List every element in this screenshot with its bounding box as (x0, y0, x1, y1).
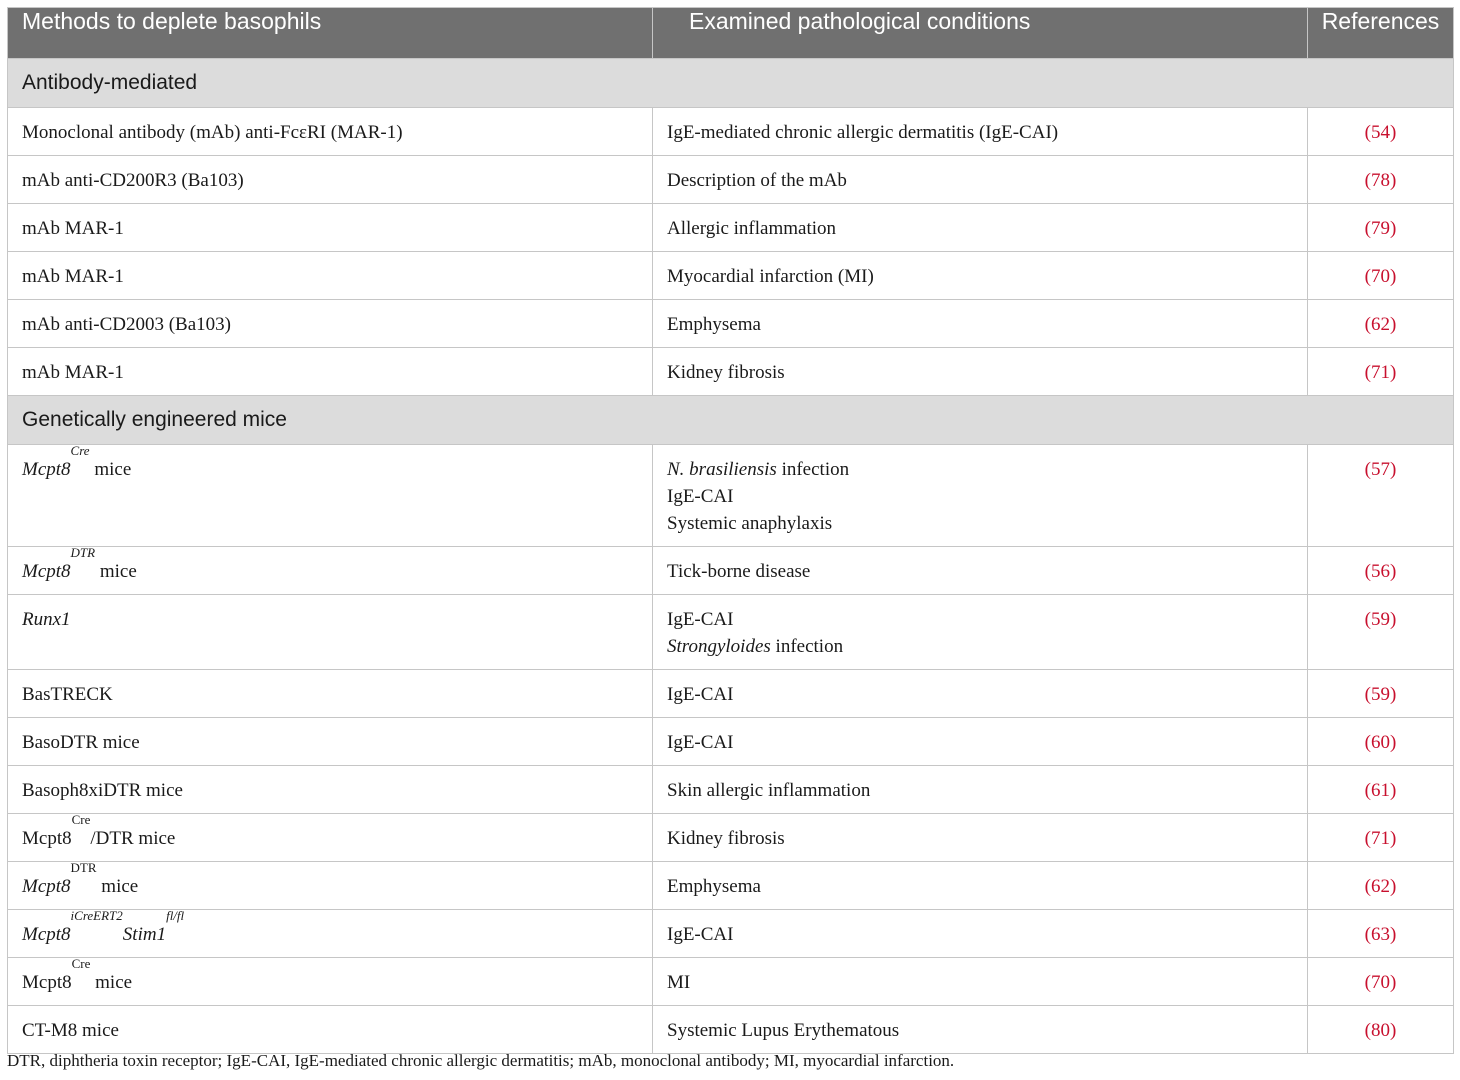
condition-text: infection (770, 636, 844, 657)
method-cell: mAb anti-CD200R3 (Ba103) (8, 156, 653, 204)
method-suffix: /DTR mice (90, 828, 176, 849)
condition-cell: Emphysema (653, 862, 1308, 910)
condition-line: IgE-CAI (667, 609, 734, 630)
reference-cell (1308, 814, 1454, 862)
method-cell: mAb MAR-1 (8, 348, 653, 396)
gene-name: Mcpt8 (22, 828, 72, 849)
method-cell (8, 595, 653, 670)
method-cell (8, 958, 653, 1006)
ref-close: ) (1390, 362, 1397, 383)
gene-name: Mcpt8 (22, 459, 71, 480)
condition-line: IgE-CAI (667, 486, 734, 507)
condition-cell: Description of the mAb (653, 156, 1308, 204)
ref-open: ( (1364, 828, 1371, 849)
table-row (8, 910, 1454, 958)
ref-close: ) (1390, 218, 1397, 239)
ref-open: ( (1364, 314, 1371, 335)
ref-open: ( (1364, 362, 1371, 383)
condition-text: infection (776, 459, 850, 480)
reference-cell (1308, 862, 1454, 910)
reference-link[interactable]: 54 (1371, 122, 1390, 143)
gene-name-2: Stim1 (122, 924, 167, 945)
condition-line (667, 633, 1293, 660)
header-row (8, 8, 1454, 59)
gene-superscript: iCreERT2 (70, 908, 123, 923)
method-cell (8, 547, 653, 595)
gene-superscript: Cre (71, 812, 91, 827)
method-suffix: mice (89, 459, 132, 480)
ref-open: ( (1364, 218, 1371, 239)
ref-open: ( (1364, 1020, 1371, 1041)
method-cell: Monoclonal antibody (mAb) anti-FcεRI (MAR-1) (8, 108, 653, 156)
section-label: Antibody-mediated (8, 59, 1454, 108)
condition-cell (653, 595, 1308, 670)
reference-cell (1308, 958, 1454, 1006)
method-cell: BasTRECK (8, 670, 653, 718)
condition-line (667, 456, 1293, 483)
table-footnote: DTR, diphtheria toxin receptor; IgE-CAI, IgE-mediated chronic allergic dermatitis; mAb, monoclonal antibody; MI, myocardial infarction. (7, 1051, 955, 1070)
gene-name: Mcpt8 (22, 561, 71, 582)
ref-open: ( (1364, 780, 1371, 801)
ref-open: ( (1364, 732, 1371, 753)
method-suffix: mice (95, 561, 137, 582)
reference-link[interactable]: 59 (1371, 609, 1390, 630)
method-cell: CT-M8 mice (8, 1006, 653, 1054)
ref-close: ) (1390, 828, 1397, 849)
header-methods: Methods to deplete basophils (8, 8, 653, 59)
condition-cell: IgE-CAI (653, 670, 1308, 718)
ref-close: ) (1390, 732, 1397, 753)
reference-link[interactable]: 71 (1371, 828, 1390, 849)
ref-close: ) (1390, 684, 1397, 705)
reference-link[interactable]: 70 (1371, 972, 1390, 993)
ref-open: ( (1364, 170, 1371, 191)
ref-close: ) (1390, 780, 1397, 801)
reference-link[interactable]: 80 (1371, 1020, 1390, 1041)
gene-superscript: DTR (70, 860, 97, 875)
table-row (8, 547, 1454, 595)
ref-open: ( (1364, 122, 1371, 143)
table-row (8, 204, 1454, 252)
ref-close: ) (1390, 266, 1397, 287)
table-row (8, 108, 1454, 156)
reference-link[interactable]: 70 (1371, 266, 1390, 287)
table-row (8, 814, 1454, 862)
reference-cell (1308, 204, 1454, 252)
pathogen-name: Strongyloides (667, 636, 771, 657)
method-suffix: mice (90, 972, 133, 993)
ref-close: ) (1390, 561, 1397, 582)
reference-cell (1308, 718, 1454, 766)
reference-link[interactable]: 57 (1371, 459, 1390, 480)
reference-cell (1308, 670, 1454, 718)
method-cell: BasoDTR mice (8, 718, 653, 766)
condition-cell: Tick-borne disease (653, 547, 1308, 595)
condition-cell: Kidney fibrosis (653, 348, 1308, 396)
condition-cell: Systemic Lupus Erythematous (653, 1006, 1308, 1054)
ref-close: ) (1390, 170, 1397, 191)
method-cell (8, 814, 653, 862)
gene-name: Mcpt8 (22, 972, 72, 993)
condition-cell: Myocardial infarction (MI) (653, 252, 1308, 300)
ref-close: ) (1390, 972, 1397, 993)
reference-cell (1308, 300, 1454, 348)
condition-cell: Emphysema (653, 300, 1308, 348)
ref-open: ( (1364, 972, 1371, 993)
reference-link[interactable]: 79 (1371, 218, 1390, 239)
reference-cell (1308, 156, 1454, 204)
gene-name: Mcpt8 (22, 876, 71, 897)
reference-cell (1308, 766, 1454, 814)
table-row (8, 862, 1454, 910)
section-genetically-engineered-mice (8, 396, 1454, 445)
condition-cell (653, 445, 1308, 547)
section-antibody-mediated (8, 59, 1454, 108)
gene-name: Mcpt8 (22, 924, 71, 945)
condition-cell: IgE-CAI (653, 910, 1308, 958)
reference-cell (1308, 910, 1454, 958)
ref-open: ( (1364, 924, 1371, 945)
gene-name: Runx1 (22, 609, 71, 630)
table-row (8, 1006, 1454, 1054)
method-cell (8, 910, 653, 958)
table-row (8, 670, 1454, 718)
ref-close: ) (1390, 122, 1397, 143)
gene-superscript: DTR (70, 545, 96, 560)
ref-close: ) (1390, 459, 1397, 480)
reference-link[interactable]: 71 (1371, 362, 1390, 383)
reference-link[interactable]: 63 (1371, 924, 1390, 945)
condition-cell: IgE-CAI (653, 718, 1308, 766)
reference-link[interactable]: 60 (1371, 732, 1390, 753)
method-cell (8, 445, 653, 547)
table-row (8, 300, 1454, 348)
reference-link[interactable]: 62 (1371, 314, 1390, 335)
table-row (8, 766, 1454, 814)
reference-cell (1308, 547, 1454, 595)
ref-close: ) (1390, 609, 1397, 630)
ref-close: ) (1390, 1020, 1397, 1041)
gene-superscript-2: fl/fl (166, 908, 185, 923)
ref-close: ) (1390, 876, 1397, 897)
reference-link[interactable]: 59 (1371, 684, 1390, 705)
ref-open: ( (1364, 609, 1371, 630)
gene-superscript: Cre (70, 443, 90, 458)
method-suffix: mice (96, 876, 139, 897)
method-cell (8, 862, 653, 910)
ref-open: ( (1364, 459, 1371, 480)
reference-cell (1308, 252, 1454, 300)
ref-open: ( (1364, 561, 1371, 582)
header-references: References (1308, 8, 1454, 59)
method-cell: mAb MAR-1 (8, 252, 653, 300)
condition-cell: Skin allergic inflammation (653, 766, 1308, 814)
condition-cell: MI (653, 958, 1308, 1006)
header-conditions: Examined pathological conditions (653, 8, 1308, 59)
condition-cell: IgE-mediated chronic allergic dermatitis (IgE-CAI) (653, 108, 1308, 156)
pathogen-name: N. brasiliensis (667, 459, 777, 480)
reference-cell (1308, 108, 1454, 156)
section-label: Genetically engineered mice (8, 396, 1454, 445)
condition-line: Systemic anaphylaxis (667, 513, 833, 534)
reference-link[interactable]: 61 (1371, 780, 1390, 801)
reference-cell (1308, 348, 1454, 396)
condition-cell: Allergic inflammation (653, 204, 1308, 252)
ref-open: ( (1364, 684, 1371, 705)
reference-link[interactable]: 78 (1371, 170, 1390, 191)
table-row (8, 718, 1454, 766)
table-row (8, 445, 1454, 547)
gene-superscript: Cre (71, 956, 91, 971)
table-row (8, 348, 1454, 396)
table-row (8, 252, 1454, 300)
table-row (8, 156, 1454, 204)
ref-close: ) (1390, 924, 1397, 945)
ref-open: ( (1364, 266, 1371, 287)
reference-cell (1308, 1006, 1454, 1054)
method-cell: mAb anti-CD2003 (Ba103) (8, 300, 653, 348)
reference-cell (1308, 595, 1454, 670)
method-cell: Basoph8xiDTR mice (8, 766, 653, 814)
reference-link[interactable]: 56 (1371, 561, 1390, 582)
ref-close: ) (1390, 314, 1397, 335)
method-cell: mAb MAR-1 (8, 204, 653, 252)
table-row (8, 958, 1454, 1006)
basophil-depletion-table (7, 7, 1454, 1054)
ref-open: ( (1364, 876, 1371, 897)
table-row (8, 595, 1454, 670)
reference-link[interactable]: 62 (1371, 876, 1390, 897)
reference-cell (1308, 445, 1454, 547)
condition-cell: Kidney fibrosis (653, 814, 1308, 862)
